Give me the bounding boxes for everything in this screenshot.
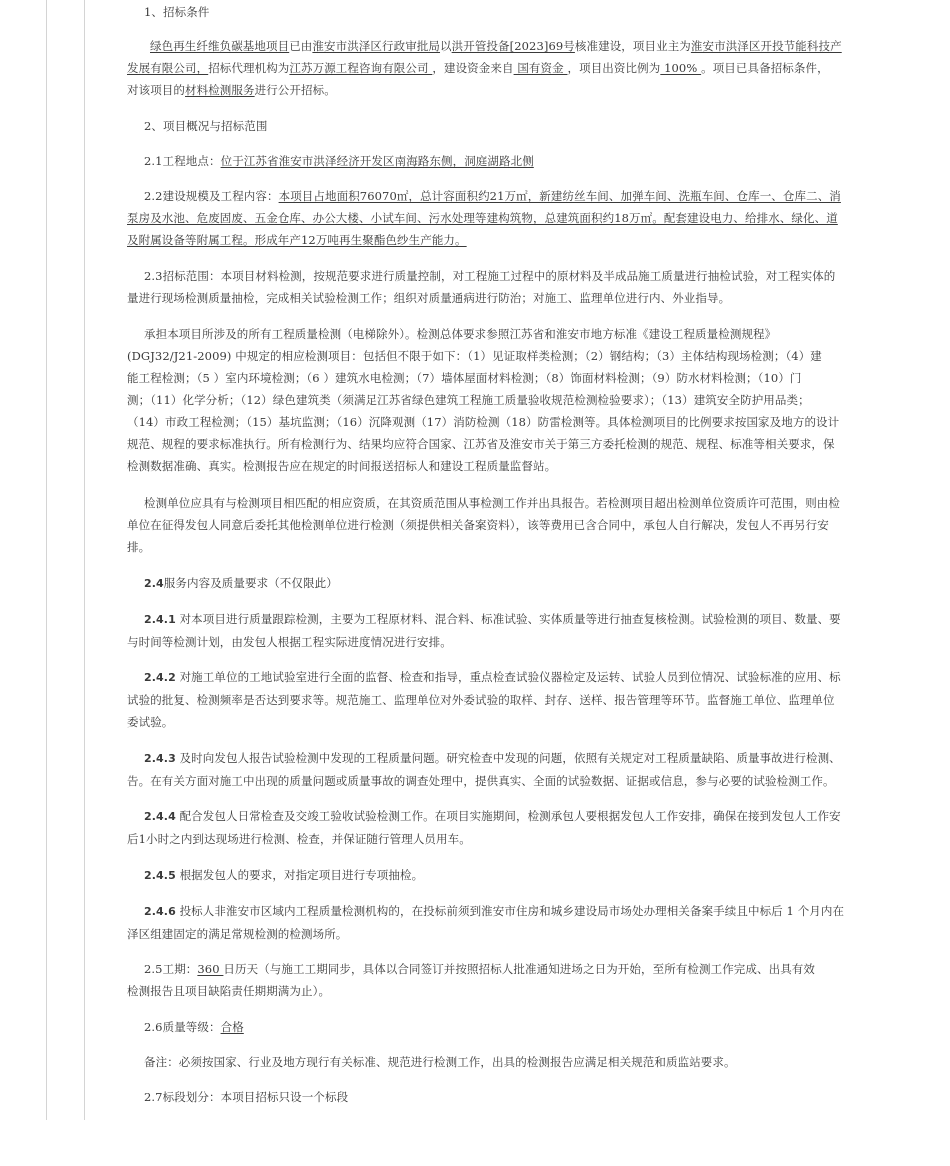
- fund-ratio: 100%: [660, 61, 702, 75]
- text: ，项目出资比例为: [567, 61, 661, 75]
- para-line: 检测单位应具有与检测项目相匹配的相应资质，在其资质范围从事检测工作并出具报告。若检测项目超出检测单位资质许可范围，则由检: [144, 496, 840, 510]
- item-number: 2.4.1: [144, 613, 176, 626]
- item-number: 2.4.4: [144, 810, 176, 823]
- para-line: 告。在有关方面对施工中出现的质量问题或质量事故的调查处理中，提供真实、全面的试验数据、证据或信息，参与必要的试验检测工作。: [127, 774, 835, 788]
- text: 根据发包人的要求，对指定项目进行专项抽检。: [175, 868, 424, 882]
- para-line: [127, 57, 842, 79]
- left-margin-rule: [46, 0, 47, 1120]
- para-line: [127, 185, 841, 207]
- text: 配合发包人日常检查及交竣工验收试验检测工作。在项目实施期间，检测承包人要根据发包人工作安排，确保在接到发包人工作安: [175, 809, 841, 823]
- para-line: 能工程检测；（5 ）室内环境检测；（6 ）建筑水电检测；（7）墙体屋面材料检测；（8）饰面材料检测；（9）防水材料检测；（10）门: [127, 371, 802, 385]
- para-line: [127, 35, 842, 57]
- paragraph-scope: [127, 265, 835, 309]
- item-2-4-5: [127, 864, 423, 887]
- para-line: [127, 900, 844, 923]
- text: 核准建设，项目业主为: [574, 39, 691, 53]
- para-line: 试验的批复、检测频率是否达到要求等。规范施工、监理单位对外委试验的取样、封存、送样、报告管理等环节。监督施工单位、监理单位: [127, 693, 835, 707]
- text: 对施工单位的工地试验室进行全面的监督、检查和指导，重点检查试验仪器检定及运转、试验人员到位情况、试验标准的应用、标: [175, 670, 841, 684]
- para-line: 后1小时之内到达现场进行检测、检查，并保证随行管理人员用车。: [127, 832, 471, 846]
- section-heading-2-4: [127, 572, 338, 595]
- para-line: [127, 747, 841, 770]
- para-line: [127, 229, 841, 251]
- label: 2.2建设规模及工程内容：: [144, 189, 279, 203]
- section-heading-1: 1、招标条件: [144, 5, 210, 19]
- item-2-4-6: [127, 900, 844, 945]
- item-number: 2.4.3: [144, 752, 176, 765]
- project-location: [127, 150, 534, 172]
- item-number: 2.4.6: [144, 905, 176, 918]
- para-line: [127, 207, 841, 229]
- quality-value: 合格: [220, 1020, 244, 1034]
- paragraph-duration: [127, 958, 815, 1002]
- text: 已由: [289, 39, 313, 53]
- para-line: [127, 608, 841, 631]
- para-line: 规范、规程的要求标准执行。所有检测行为、结果均应符合国家、江苏省及淮安市关于第三方委托检测的规范、规程、标准等相关要求，保: [127, 437, 835, 451]
- tender-subject: 材料检测服务: [185, 83, 255, 97]
- section-number: 2.4: [144, 577, 164, 590]
- para-line: [127, 805, 841, 828]
- scale-text: 本项目占地面积76070㎡，总计容面积约21万㎡，新建纺丝车间、加弹车间、洗瓶车间、仓库一、仓库二、消: [278, 189, 841, 203]
- para-line: [127, 79, 842, 101]
- paragraph-inspection-items: [127, 323, 839, 477]
- para-line: [127, 958, 815, 980]
- para-line: 单位在征得发包人同意后委托其他检测单位进行检测（须提供相关备案资料），该等费用已含合同中，承包人自行解决，发包人不再另行安: [127, 518, 829, 532]
- fund-source: 国有资金: [513, 61, 568, 75]
- para-line: [127, 864, 423, 887]
- approval-number: 洪开管投备[2023]69号: [451, 39, 575, 53]
- text: 。项目已具备招标条件，: [701, 61, 829, 75]
- project-owner: 淮安市洪泽区开投节能科技产: [690, 39, 842, 53]
- para-line: 检测数据准确、真实。检测报告应在规定的时间报送招标人和建设工程质量监督站。: [127, 459, 557, 473]
- para-line: (DGJ32/J21-2009) 中规定的相应检测项目：包括但不限于如下：（1）见证取样类检测；（2）钢结构；（3）主体结构现场检测；（4）建: [127, 349, 822, 363]
- text: 及时向发包人报告试验检测中发现的工程质量问题。研究检查中发现的问题，依照有关规定对工程质量缺陷、质量事故进行检测、: [175, 751, 841, 765]
- item-number: 2.4.5: [144, 869, 176, 882]
- document-page: [85, 0, 905, 1166]
- scale-text: 泵房及水池、危废固废、五金仓库、办公大楼、小试车间、污水处理等建构筑物，总建筑面积约18万㎡。配套建设电力、给排水、绿化、道: [127, 211, 838, 225]
- location-value: 位于江苏省淮安市洪泽经济开发区南海路东侧，洞庭湖路北侧: [220, 154, 534, 168]
- tender-agency: 江苏万源工程咨询有限公司: [289, 61, 433, 75]
- item-2-4-2: [127, 666, 841, 733]
- section-heading-2: 2、项目概况与招标范围: [144, 119, 268, 133]
- text: 日历天（与施工工期同步，具体以合同签订并按照招标人批准通知进场之日为开始，至所有检测工作完成、出具有效: [223, 962, 815, 976]
- approval-authority: 淮安市洪泽区行政审批局: [312, 39, 441, 53]
- item-number: 2.4.2: [144, 671, 176, 684]
- para-line: 排。: [127, 540, 151, 554]
- para-line: 承担本项目所涉及的所有工程质量检测（电梯除外）。检测总体要求参照江苏省和淮安市地方标准《建设工程质量检测规程》: [144, 327, 777, 341]
- scale-text: 及附属设备等附属工程。形成年产12万吨再生聚酯色纱生产能力。: [127, 233, 467, 247]
- para-line: 与时间等检测计划，由发包人根据工程实际进度情况进行安排。: [127, 635, 452, 649]
- project-owner-cont: 发展有限公司，: [127, 61, 209, 75]
- lot-division: 2.7标段划分：本项目招标只设一个标段: [144, 1090, 349, 1104]
- note: 备注：必须按国家、行业及地方现行有关标准、规范进行检测工作，出具的检测报告应满足相关规范和质监站要求。: [144, 1055, 736, 1069]
- para-line: 测；（11）化学分析；（12）绿色建筑类（须满足江苏省绿色建筑工程施工质量验收规范检测检验要求）；（13）建筑安全防护用品类；: [127, 393, 810, 407]
- text: 以: [440, 39, 452, 53]
- section-title: 服务内容及质量要求（不仅限此）: [163, 576, 338, 590]
- duration-value: 360: [197, 962, 224, 976]
- project-name: 绿色再生纤维负碳基地项目: [150, 39, 290, 53]
- para-line: 量进行现场检测质量抽检，完成相关试验检测工作；组织对质量通病进行防治；对施工、监理单位进行内、外业指导。: [127, 291, 731, 305]
- para-line: 泽区组建固定的满足常规检测的检测场所。: [127, 927, 348, 941]
- paragraph-tender-conditions: [127, 35, 842, 101]
- para-line: （14）市政工程检测；（15）基坑监测；（16）沉降观测（17）消防检测（18）防雷检测等。具体检测项目的比例要求按国家及地方的设计: [127, 415, 840, 429]
- text: ，建设资金来自: [432, 61, 514, 75]
- label: 2.6质量等级：: [144, 1020, 221, 1034]
- paragraph-qualification: [127, 492, 840, 558]
- label: 2.1工程地点：: [144, 154, 221, 168]
- paragraph-scale: [127, 185, 841, 251]
- para-line: 2.3招标范围：本项目材料检测，按规范要求进行质量控制，对工程施工过程中的原材料及半成品施工质量进行抽检试验，对工程实体的: [144, 269, 836, 283]
- para-line: 检测报告且项目缺陷责任期期满为止）。: [127, 984, 331, 998]
- text: 投标人非淮安市区域内工程质量检测机构的，在投标前须到淮安市住房和城乡建设局市场处办理相关备案手续且中标后 1 个月内在: [175, 904, 845, 918]
- para-line: [127, 666, 841, 689]
- item-2-4-1: [127, 608, 841, 653]
- text: 对该项目的: [127, 83, 185, 97]
- quality-grade: [127, 1016, 244, 1038]
- text: 招标代理机构为: [208, 61, 290, 75]
- text: 对本项目进行质量跟踪检测，主要为工程原材料、混合料、标准试验、实体质量等进行抽查复核检测。试验检测的项目、数量、要: [175, 612, 841, 626]
- item-2-4-3: [127, 747, 841, 792]
- text: 进行公开招标。: [254, 83, 336, 97]
- item-2-4-4: [127, 805, 841, 850]
- label: 2.5工期：: [144, 962, 198, 976]
- para-line: 委试验。: [127, 715, 174, 729]
